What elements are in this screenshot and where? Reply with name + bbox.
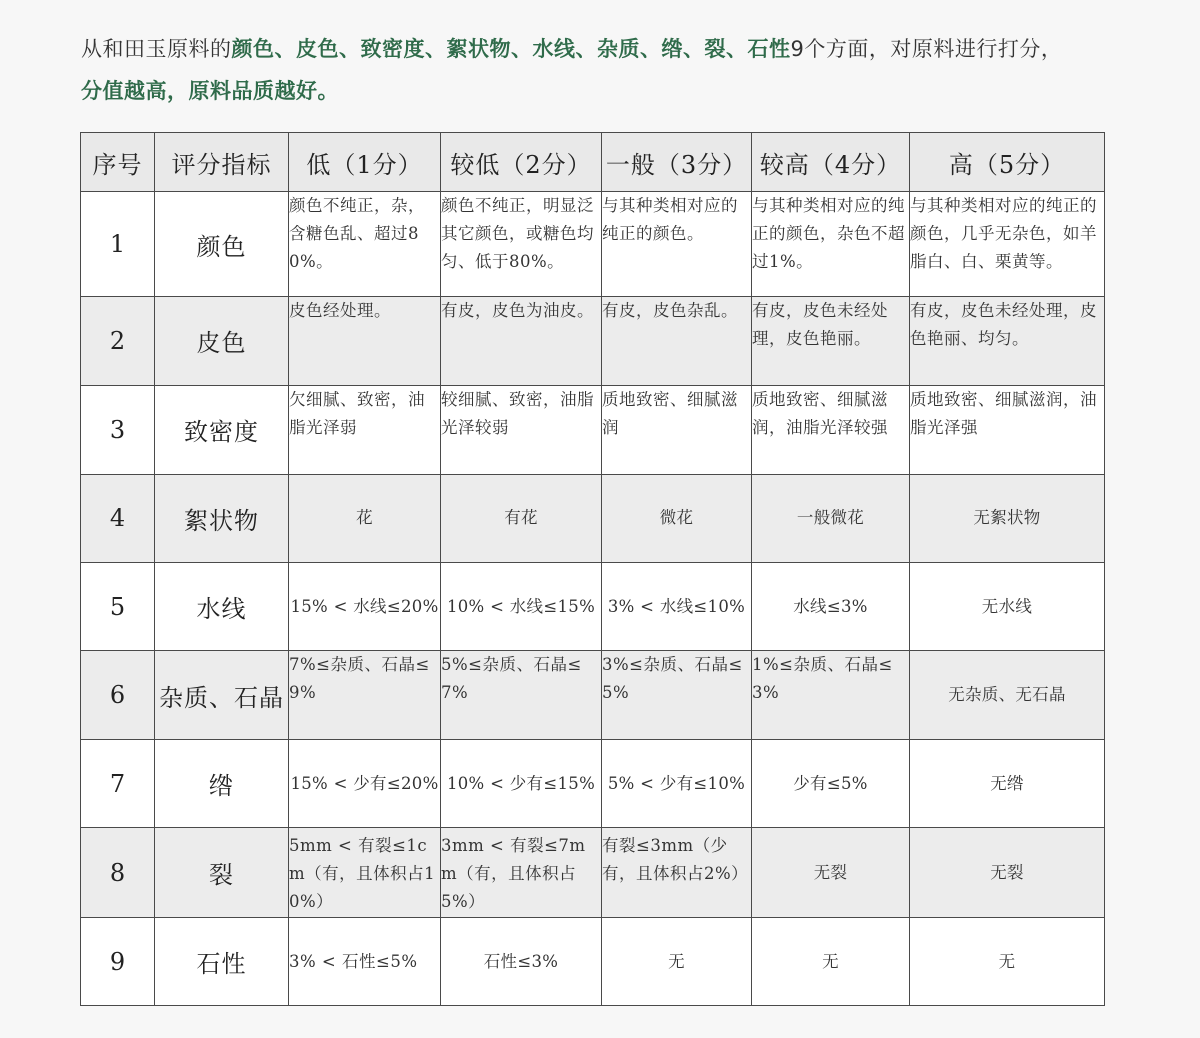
score-cell: 少有≤5% [752,740,910,828]
grading-table [80,132,1105,1006]
score-cell: 7%≤杂质、石晶≤9% [289,651,441,740]
score-cell: 有皮，皮色为油皮。 [441,297,602,386]
row-indicator: 杂质、石晶 [155,651,289,740]
row-number: 7 [81,740,155,828]
intro-sep: 、 [575,37,597,61]
score-cell: 无 [752,918,910,1006]
intro-term-density: 致密度 [360,37,425,61]
row-number: 6 [81,651,155,740]
score-cell: 3mm < 有裂≤7mm（有，且体积占5%） [441,828,602,918]
intro-conclusion: 分值越高，原料品质越好。 [81,79,339,103]
intro-sep: 、 [511,37,533,61]
score-cell: 有皮，皮色未经处理，皮色艳丽、均匀。 [910,297,1105,386]
row-number: 1 [81,192,155,297]
intro-prefix: 从和田玉原料的 [81,37,232,61]
intro-sep: 、 [640,37,662,61]
row-indicator: 石性 [155,918,289,1006]
score-cell: 无杂质、无石晶 [910,651,1105,740]
score-cell: 与其种类相对应的纯正的颜色，几乎无杂色，如羊脂白、白、栗黄等。 [910,192,1105,297]
header-lower: 较低（2分） [441,133,602,192]
intro-sep: 、 [726,37,748,61]
score-cell: 无 [602,918,752,1006]
row-indicator: 绺 [155,740,289,828]
score-cell: 与其种类相对应的纯正的颜色，杂色不超过1%。 [752,192,910,297]
score-cell: 质地致密、细腻滋润 [602,385,752,474]
row-number: 9 [81,918,155,1006]
intro-term-color: 颜色 [231,37,275,61]
score-cell: 水线≤3% [752,562,910,651]
score-cell: 石性≤3% [441,918,602,1006]
table-row [81,651,1105,740]
table-row [81,740,1105,828]
score-cell: 较细腻、致密，油脂光泽较弱 [441,385,602,474]
row-indicator: 絮状物 [155,474,289,562]
table-header-row [81,133,1105,192]
header-low: 低（1分） [289,133,441,192]
score-cell: 质地致密、细腻滋润，油脂光泽较强 [752,385,910,474]
score-cell: 有裂≤3mm（少有，且体积占2%） [602,828,752,918]
score-cell: 3%≤杂质、石晶≤5% [602,651,752,740]
score-cell: 有花 [441,474,602,562]
row-indicator: 水线 [155,562,289,651]
header-number: 序号 [81,133,155,192]
intro-middle: 9个方面，对原料进行打分， [790,37,1063,61]
score-cell: 欠细腻、致密，油脂光泽弱 [289,385,441,474]
intro-term-flocculent: 絮状物 [446,37,511,61]
table-row [81,828,1105,918]
row-number: 2 [81,297,155,386]
table-row [81,474,1105,562]
row-number: 8 [81,828,155,918]
score-cell: 质地致密、细腻滋润，油脂光泽强 [910,385,1105,474]
table-row [81,562,1105,651]
score-cell: 5mm < 有裂≤1cm（有，且体积占10%） [289,828,441,918]
table-row [81,385,1105,474]
score-cell: 无 [910,918,1105,1006]
intro-sep: 、 [425,37,447,61]
intro-term-crack: 裂 [704,37,726,61]
score-cell: 花 [289,474,441,562]
score-cell: 有皮，皮色杂乱。 [602,297,752,386]
intro-term-crackle: 绺 [661,37,683,61]
score-cell: 5%≤杂质、石晶≤7% [441,651,602,740]
header-higher: 较高（4分） [752,133,910,192]
intro-sep: 、 [339,37,361,61]
intro-term-impurity: 杂质 [597,37,640,61]
row-indicator: 裂 [155,828,289,918]
row-indicator: 致密度 [155,385,289,474]
score-cell: 颜色不纯正，明显泛其它颜色，或糖色均匀、低于80%。 [441,192,602,297]
score-cell: 10% < 少有≤15% [441,740,602,828]
table-row [81,297,1105,386]
score-cell: 无絮状物 [910,474,1105,562]
intro-term-stone: 石性 [747,37,791,61]
score-cell: 3% < 石性≤5% [289,918,441,1006]
intro-sep: 、 [274,37,296,61]
score-cell: 15% < 水线≤20% [289,562,441,651]
score-cell: 无绺 [910,740,1105,828]
table-row [81,918,1105,1006]
score-cell: 有皮，皮色未经处理，皮色艳丽。 [752,297,910,386]
score-cell: 与其种类相对应的纯正的颜色。 [602,192,752,297]
header-average: 一般（3分） [602,133,752,192]
score-cell: 皮色经处理。 [289,297,441,386]
intro-term-skin: 皮色 [296,37,339,61]
score-cell: 无裂 [910,828,1105,918]
row-indicator: 颜色 [155,192,289,297]
score-cell: 无裂 [752,828,910,918]
intro-term-waterline: 水线 [532,37,576,61]
header-indicator: 评分指标 [155,133,289,192]
score-cell: 一般微花 [752,474,910,562]
score-cell: 微花 [602,474,752,562]
intro-paragraph [81,28,1141,112]
score-cell: 1%≤杂质、石晶≤3% [752,651,910,740]
header-high: 高（5分） [910,133,1105,192]
row-number: 4 [81,474,155,562]
score-cell: 颜色不纯正，杂，含糖色乱、超过80%。 [289,192,441,297]
score-cell: 15% < 少有≤20% [289,740,441,828]
table-row [81,192,1105,297]
row-number: 3 [81,385,155,474]
score-cell: 无水线 [910,562,1105,651]
score-cell: 10% < 水线≤15% [441,562,602,651]
score-cell: 5% < 少有≤10% [602,740,752,828]
intro-sep: 、 [683,37,705,61]
row-number: 5 [81,562,155,651]
row-indicator: 皮色 [155,297,289,386]
score-cell: 3% < 水线≤10% [602,562,752,651]
